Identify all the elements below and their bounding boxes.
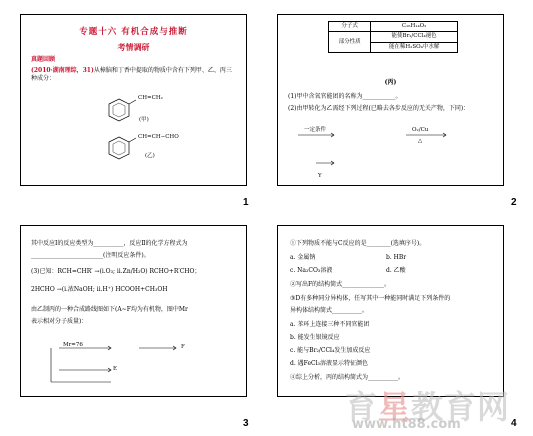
page-number: 1 xyxy=(243,197,249,208)
table-cell: 能使Br₂/CCl₄褪色 xyxy=(371,32,458,42)
condition-d: d. 遇FeCl₃溶液显示特征颜色 xyxy=(290,360,368,367)
page-number: 4 xyxy=(511,418,517,429)
question-2: (2)由甲转化为乙需经下列过程(已略去各步反应的无关产物，下同)： xyxy=(288,105,470,112)
question-source: (2010·湖南理综，31) xyxy=(31,67,94,74)
question-text xyxy=(31,67,236,83)
text-line: ________________________(注明反应条件)。 xyxy=(31,252,150,259)
table-cell: 分子式 xyxy=(329,22,371,32)
slide-title: 专题十六 有机合成与推断 xyxy=(79,27,188,37)
structure-a-label: (甲) xyxy=(139,117,149,123)
table-cell: C₁₆H₁₄O₂ xyxy=(371,22,458,32)
option-a: a. 金属钠 xyxy=(290,254,316,261)
structure-a-formula: CH=CH₂ xyxy=(138,95,163,101)
table-row xyxy=(329,22,458,32)
question-4: ④综上分析，丙的结构简式为__________。 xyxy=(290,374,405,381)
text-line: 由乙制丙的一种合成路线图如下(A~F均为有机物，图中Mr xyxy=(31,306,188,313)
page-number: 3 xyxy=(243,418,249,429)
section-heading: 真题回顾 xyxy=(31,56,56,63)
watermark-char: 育 xyxy=(345,388,379,426)
question-1: ①下列物质不能与C反应的是________(选填序号)。 xyxy=(290,240,426,247)
slide-2 xyxy=(277,14,504,186)
table-cell: 部分性质 xyxy=(329,32,371,53)
synthesis-scheme xyxy=(31,336,231,391)
text-line: 表示相对分子质量)： xyxy=(31,318,88,325)
question-3-cont: 异构体结构简式__________。 xyxy=(290,307,369,314)
structure-b-label: (乙) xyxy=(145,153,155,159)
condition-a: a. 苯环上连接三种不同官能团 xyxy=(290,321,370,328)
reaction-condition-c: △ xyxy=(418,138,423,144)
text-line: 其中反应Ⅰ的反应类型为__________，反应Ⅱ的化学方程式为 xyxy=(31,240,188,247)
condition-b: b. 能发生银镜反应 xyxy=(290,334,340,341)
option-d: d. 乙酸 xyxy=(386,267,406,274)
text-line: (3)已知：RCH=CHR′ →(ⅰ.O₃; ⅱ.Zn/H₂O) RCHO+R′CHO； xyxy=(31,268,201,275)
slide-3 xyxy=(20,225,247,397)
condition-c: c. 能与Br₂/CCl₄发生加成反应 xyxy=(290,347,371,354)
scheme-label: F xyxy=(181,344,185,350)
table-caption: (丙) xyxy=(384,79,397,86)
slide-subtitle: 考情调研 xyxy=(117,42,150,52)
watermark-text: 教育网 xyxy=(411,388,511,426)
watermark-url: www.ht88.com xyxy=(352,417,461,432)
question-3: ③D有多种同分异构体，任写其中一种能同时满足下列条件的 xyxy=(290,295,451,302)
reaction-condition-a: 一定条件 xyxy=(304,127,327,133)
scheme-label: Mr=76 xyxy=(63,342,83,348)
option-b: b. HBr xyxy=(386,254,407,261)
reaction-condition-b: O₂/Cu xyxy=(412,127,429,133)
properties-table xyxy=(328,21,458,53)
question-body: 从樟脑和丁香中提取的物质中含有下列甲、乙、丙三种成分： xyxy=(31,67,232,83)
table-cell: 能在稀H₂SO₄中水解 xyxy=(371,42,458,52)
watermark-char-accent: 星 xyxy=(378,388,412,426)
structure-b-formula: CH=CH−CHO xyxy=(138,134,179,140)
option-c: c. Na₂CO₃溶液 xyxy=(290,267,333,274)
question-1: (1)甲中含氧官能团的名称为___________。 xyxy=(288,93,402,100)
slide-1 xyxy=(20,14,247,186)
question-2: ②写出F的结构简式______________。 xyxy=(290,281,391,288)
scheme-label: E xyxy=(113,366,118,372)
slide-4 xyxy=(277,225,504,397)
table-row xyxy=(329,32,458,42)
text-line: 2HCHO →(ⅰ.浓NaOH; ⅱ.H⁺) HCOOH+CH₃OH xyxy=(31,286,168,293)
page-number: 2 xyxy=(511,197,517,208)
product-label: Y xyxy=(318,173,322,179)
